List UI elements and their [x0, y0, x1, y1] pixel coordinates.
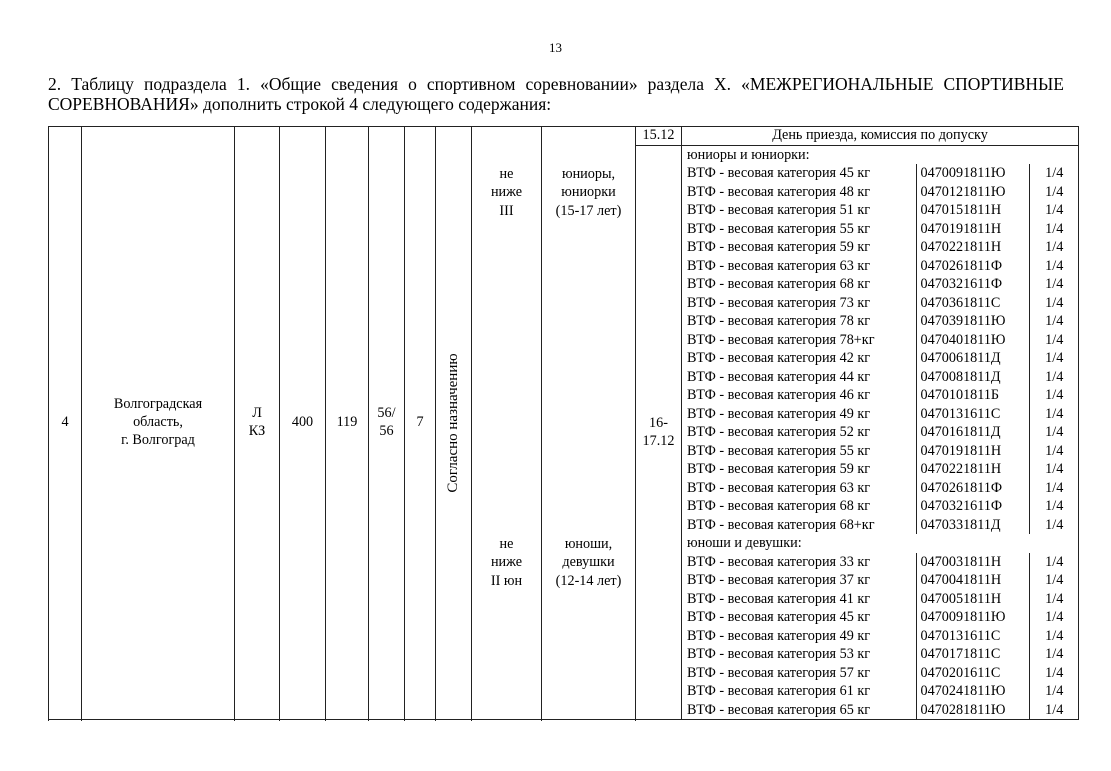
discipline-fraction: 1/4	[1029, 479, 1079, 498]
ratio-line-1: 56/	[377, 405, 396, 422]
discipline-fraction: 1/4	[1029, 201, 1079, 220]
venue-line-1: Волгоградская	[113, 396, 203, 413]
discipline-row	[682, 275, 1079, 294]
arrival-date: 15.12	[636, 127, 682, 146]
discipline-fraction: 1/4	[1029, 571, 1079, 590]
discipline-name: ВТФ - весовая категория 33 кг	[687, 553, 871, 570]
discipline-fraction: 1/4	[1029, 312, 1079, 331]
discipline-fraction: 1/4	[1029, 257, 1079, 276]
rank-line: ниже	[490, 554, 523, 571]
arrival-text: День приезда, комиссия по допуску	[682, 127, 1079, 146]
discipline-row	[682, 331, 1079, 350]
discipline-row	[682, 701, 1079, 720]
character-cell	[235, 127, 280, 720]
discipline-row	[682, 664, 1079, 683]
discipline-row	[682, 183, 1079, 202]
discipline-code: 0470321611Ф	[916, 275, 1029, 294]
discipline-fraction: 1/4	[1029, 442, 1079, 461]
discipline-code: 0470391811Ю	[916, 312, 1029, 331]
discipline-fraction: 1/4	[1029, 664, 1079, 683]
discipline-code: 0470261811Ф	[916, 479, 1029, 498]
discipline-code: 0470261811Ф	[916, 257, 1029, 276]
discipline-fraction: 1/4	[1029, 516, 1079, 535]
discipline-code: 0470161811Д	[916, 423, 1029, 442]
assignment-vertical-text: Согласно назначению	[444, 353, 461, 493]
age-group	[542, 535, 635, 591]
discipline-fraction: 1/4	[1029, 608, 1079, 627]
discipline-code: 0470091811Ю	[916, 608, 1029, 627]
discipline-row	[682, 627, 1079, 646]
discipline-name: ВТФ - весовая категория 55 кг	[687, 220, 871, 237]
venue-cell	[82, 127, 235, 720]
discipline-row	[682, 682, 1079, 701]
discipline-fraction: 1/4	[1029, 294, 1079, 313]
discipline-fraction: 1/4	[1029, 275, 1079, 294]
discipline-row	[682, 608, 1079, 627]
age-group	[542, 165, 635, 221]
age-line: (15-17 лет)	[555, 202, 622, 219]
discipline-fraction: 1/4	[1029, 183, 1079, 202]
discipline-name: ВТФ - весовая категория 52 кг	[687, 424, 871, 441]
discipline-name: ВТФ - весовая категория 41 кг	[687, 590, 871, 607]
discipline-name: ВТФ - весовая категория 63 кг	[687, 257, 871, 274]
discipline-name: ВТФ - весовая категория 49 кг	[687, 627, 871, 644]
discipline-fraction: 1/4	[1029, 164, 1079, 183]
discipline-row	[682, 479, 1079, 498]
discipline-row	[682, 201, 1079, 220]
discipline-name: ВТФ - весовая категория 48 кг	[687, 183, 871, 200]
discipline-name: ВТФ - весовая категория 42 кг	[687, 350, 871, 367]
age-column	[542, 127, 636, 720]
discipline-row	[682, 368, 1079, 387]
character-line-2: КЗ	[248, 423, 266, 440]
discipline-code: 0470131611С	[916, 627, 1029, 646]
discipline-code: 0470041811Н	[916, 571, 1029, 590]
discipline-code: 0470151811Н	[916, 201, 1029, 220]
discipline-row	[682, 386, 1079, 405]
discipline-row	[682, 312, 1079, 331]
discipline-row	[682, 516, 1079, 535]
age-line: юниорки	[561, 184, 616, 201]
discipline-name: ВТФ - весовая категория 59 кг	[687, 461, 871, 478]
page-number: 13	[549, 40, 562, 55]
discipline-code: 0470361811С	[916, 294, 1029, 313]
discipline-row	[682, 553, 1079, 572]
assignment-cell	[436, 127, 472, 720]
discipline-code: 0470221811Н	[916, 238, 1029, 257]
discipline-fraction: 1/4	[1029, 423, 1079, 442]
competition-date-line-1: 16-	[649, 414, 668, 431]
discipline-code: 0470061811Д	[916, 349, 1029, 368]
discipline-name: ВТФ - весовая категория 49 кг	[687, 405, 871, 422]
discipline-name: ВТФ - весовая категория 63 кг	[687, 479, 871, 496]
discipline-row	[682, 405, 1079, 424]
value-7-cell: 7	[405, 127, 436, 720]
competition-table	[48, 126, 1079, 720]
discipline-row	[682, 164, 1079, 183]
participants-119-cell: 119	[326, 127, 369, 720]
discipline-name: ВТФ - весовая категория 57 кг	[687, 664, 871, 681]
discipline-fraction: 1/4	[1029, 497, 1079, 516]
discipline-fraction: 1/4	[1029, 460, 1079, 479]
discipline-code: 0470331811Д	[916, 516, 1029, 535]
discipline-row	[682, 645, 1079, 664]
discipline-code: 0470321611Ф	[916, 497, 1029, 516]
discipline-fraction: 1/4	[1029, 405, 1079, 424]
discipline-name: ВТФ - весовая категория 61 кг	[687, 683, 871, 700]
discipline-code: 0470101811Б	[916, 386, 1029, 405]
discipline-name: ВТФ - весовая категория 55 кг	[687, 442, 871, 459]
intro-paragraph: 2. Таблицу подраздела 1. «Общие сведения о спортивном соревновании» раздела X. «МЕЖРЕГИОНАЛЬНЫЕ СПОРТИВНЫЕ СОРЕВНОВАНИЯ» дополнить строкой 4 следующего содержания:	[48, 74, 1064, 114]
discipline-name: ВТФ - весовая категория 68 кг	[687, 276, 871, 293]
disciplines-cell	[682, 145, 1079, 720]
discipline-row	[682, 238, 1079, 257]
discipline-fraction: 1/4	[1029, 682, 1079, 701]
discipline-fraction: 1/4	[1029, 553, 1079, 572]
discipline-fraction: 1/4	[1029, 238, 1079, 257]
rank-line: ниже	[490, 184, 523, 201]
venue-line-3: г. Волгоград	[121, 432, 195, 449]
discipline-row	[682, 294, 1079, 313]
competition-date-line-2: 17.12	[642, 432, 675, 449]
discipline-code: 0470281811Ю	[916, 701, 1029, 720]
discipline-row	[682, 423, 1079, 442]
discipline-fraction: 1/4	[1029, 368, 1079, 387]
group-header: юниоры и юниорки:	[687, 146, 810, 163]
discipline-name: ВТФ - весовая категория 51 кг	[687, 202, 871, 219]
discipline-name: ВТФ - весовая категория 59 кг	[687, 239, 871, 256]
discipline-row	[682, 497, 1079, 516]
discipline-code: 0470401811Ю	[916, 331, 1029, 350]
discipline-name: ВТФ - весовая категория 78+кг	[687, 331, 875, 348]
discipline-fraction: 1/4	[1029, 349, 1079, 368]
discipline-code: 0470051811Н	[916, 590, 1029, 609]
age-line: юноши,	[564, 535, 613, 552]
discipline-code: 0470171811С	[916, 645, 1029, 664]
discipline-row	[682, 257, 1079, 276]
discipline-fraction: 1/4	[1029, 386, 1079, 405]
participants-400-cell: 400	[280, 127, 326, 720]
discipline-name: ВТФ - весовая категория 53 кг	[687, 646, 871, 663]
discipline-code: 0470121811Ю	[916, 183, 1029, 202]
discipline-name: ВТФ - весовая категория 46 кг	[687, 387, 871, 404]
age-line: юниоры,	[561, 165, 616, 182]
discipline-code: 0470221811Н	[916, 460, 1029, 479]
discipline-row	[682, 442, 1079, 461]
discipline-code: 0470201611С	[916, 664, 1029, 683]
age-line: девушки	[562, 554, 615, 571]
discipline-code: 0470091811Ю	[916, 164, 1029, 183]
disciplines-list	[682, 146, 1079, 720]
discipline-name: ВТФ - весовая категория 37 кг	[687, 572, 871, 589]
discipline-fraction: 1/4	[1029, 220, 1079, 239]
discipline-row	[682, 590, 1079, 609]
discipline-fraction: 1/4	[1029, 645, 1079, 664]
discipline-code: 0470131611С	[916, 405, 1029, 424]
discipline-name: ВТФ - весовая категория 65 кг	[687, 701, 871, 718]
discipline-fraction: 1/4	[1029, 590, 1079, 609]
discipline-fraction: 1/4	[1029, 701, 1079, 720]
row-number: 4	[49, 127, 82, 720]
rank-line: не	[499, 535, 514, 552]
discipline-fraction: 1/4	[1029, 331, 1079, 350]
discipline-name: ВТФ - весовая категория 45 кг	[687, 609, 871, 626]
discipline-code: 0470191811Н	[916, 220, 1029, 239]
discipline-name: ВТФ - весовая категория 44 кг	[687, 368, 871, 385]
discipline-name: ВТФ - весовая категория 73 кг	[687, 294, 871, 311]
group-header: юноши и девушки:	[687, 535, 802, 552]
discipline-row	[682, 220, 1079, 239]
rank-line: III	[499, 202, 514, 219]
discipline-name: ВТФ - весовая категория 68 кг	[687, 498, 871, 515]
discipline-code: 0470081811Д	[916, 368, 1029, 387]
discipline-name: ВТФ - весовая категория 45 кг	[687, 165, 871, 182]
competition-date-cell	[636, 145, 682, 720]
discipline-row	[682, 571, 1079, 590]
rank-requirement	[472, 535, 541, 591]
ratio-line-2: 56	[379, 423, 394, 440]
character-line-1: Л	[252, 405, 262, 422]
discipline-name: ВТФ - весовая категория 68+кг	[687, 516, 875, 533]
discipline-code: 0470241811Ю	[916, 682, 1029, 701]
discipline-code: 0470031811Н	[916, 553, 1029, 572]
age-line: (12-14 лет)	[555, 572, 622, 589]
venue-line-2: область,	[133, 414, 183, 431]
rank-column	[472, 127, 542, 720]
discipline-row	[682, 460, 1079, 479]
discipline-row	[682, 349, 1079, 368]
rank-line: II юн	[490, 572, 523, 589]
discipline-fraction: 1/4	[1029, 627, 1079, 646]
discipline-name: ВТФ - весовая категория 78 кг	[687, 313, 871, 330]
ratio-cell	[369, 127, 405, 720]
discipline-code: 0470191811Н	[916, 442, 1029, 461]
rank-line: не	[499, 165, 514, 182]
rank-requirement	[472, 165, 541, 221]
